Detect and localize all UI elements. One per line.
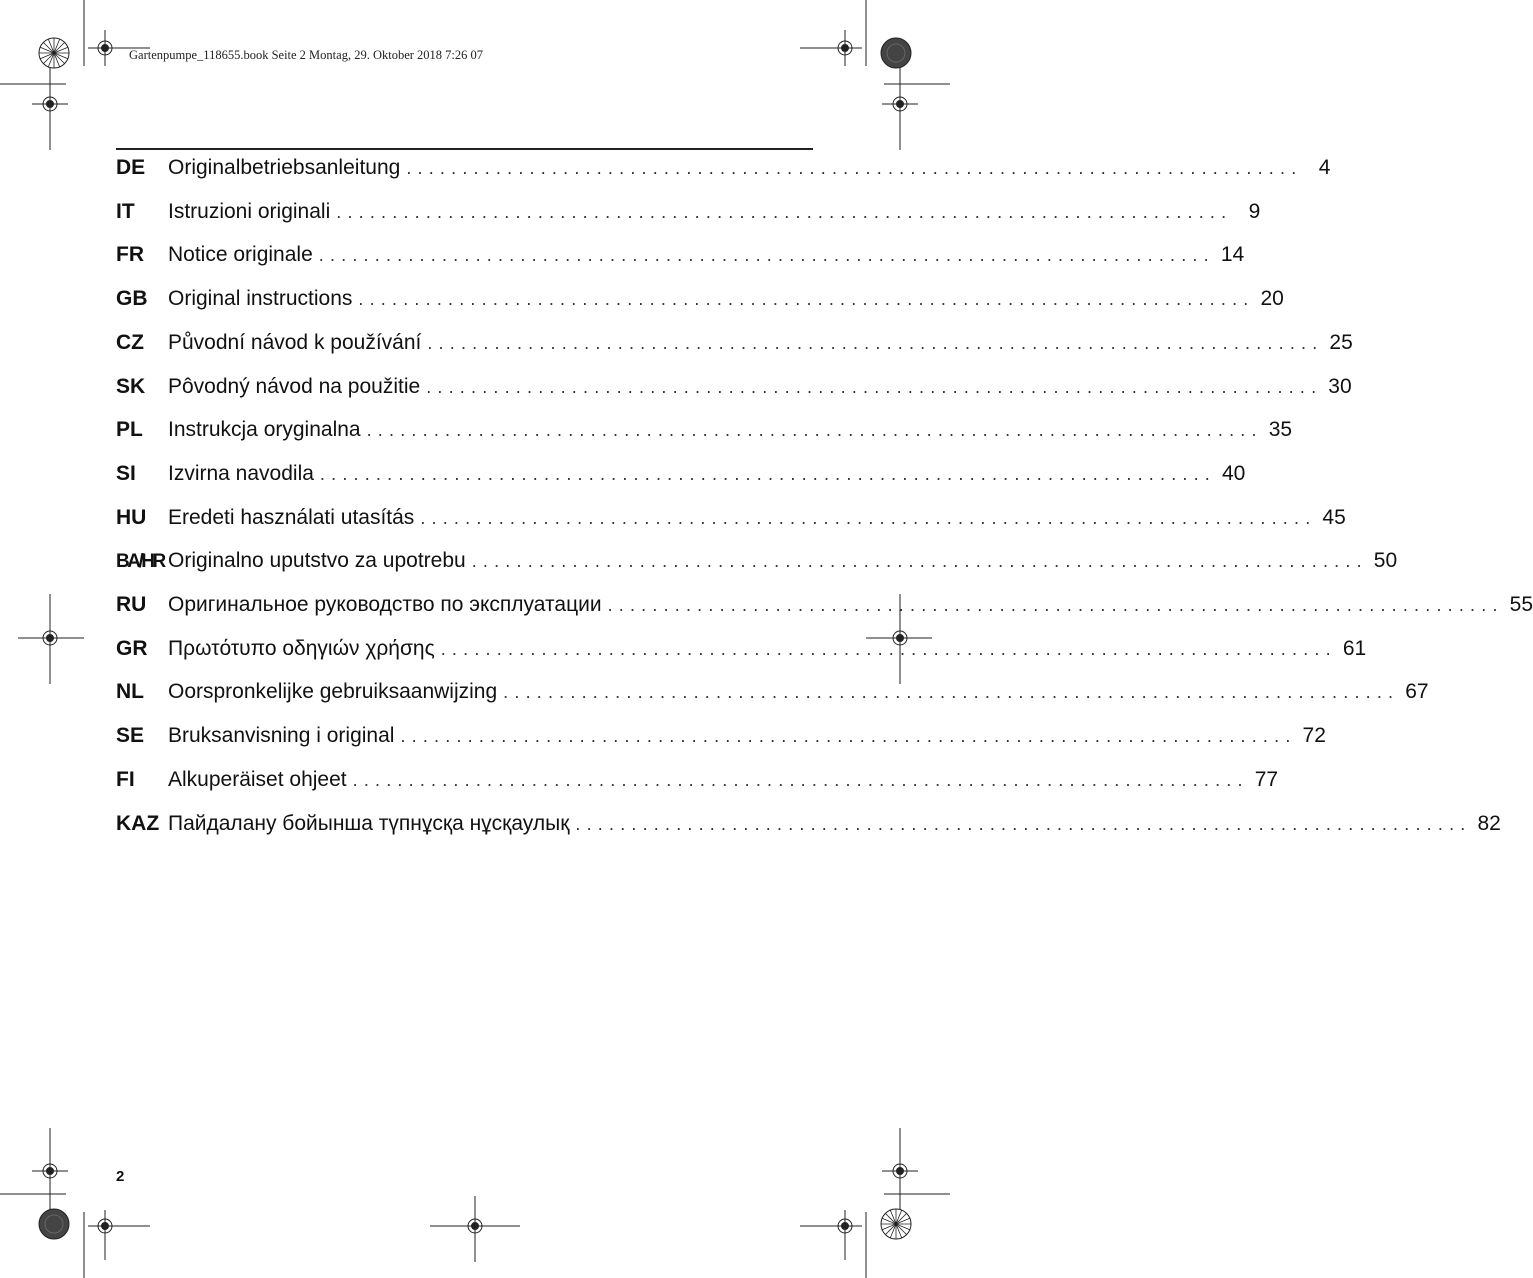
toc-dot-leader: ................................................................................ <box>336 201 1233 222</box>
toc-language-code: GB <box>116 287 148 311</box>
toc-page-number: 35 <box>1268 418 1293 442</box>
toc-dot-leader: ................................................................................ <box>503 682 1400 703</box>
print-header-slug: Gartenpumpe_118655.book Seite 2 Montag, 29. Oktober 2018 7:26 07 <box>129 48 484 62</box>
toc-page-number: 4 <box>1318 156 1331 179</box>
toc-page-number: 25 <box>1329 330 1353 354</box>
toc-dot-leader: ................................................................................ <box>575 813 1472 834</box>
toc-title: Originalbetriebsanleitung <box>168 156 401 179</box>
toc-entry <box>116 549 1398 579</box>
toc-dot-leader: ................................................................................ <box>319 463 1216 484</box>
toc-language-code: FI <box>116 767 135 791</box>
toc-dot-leader: ................................................................................ <box>427 332 1324 353</box>
toc-entry <box>116 287 1284 317</box>
top-rule <box>116 148 813 150</box>
toc-language-code: DE <box>116 156 146 179</box>
toc-language-code: CZ <box>116 330 144 354</box>
toc-dot-leader: ................................................................................ <box>607 595 1504 615</box>
starburst-target-top-left <box>39 38 69 68</box>
toc-language-code: GR <box>116 636 148 660</box>
toc-entry <box>116 461 1246 492</box>
toc-language-code: SK <box>116 374 146 398</box>
toc-language-code: RU <box>116 593 147 616</box>
toc-language-code: KAZ <box>116 811 160 835</box>
toc-language-code: FR <box>116 243 144 267</box>
toc-page-number: 14 <box>1220 243 1245 267</box>
toc-language-code: HU <box>116 505 147 529</box>
toc-entry <box>116 505 1346 536</box>
toc-language-code: PL <box>116 418 143 442</box>
toc-entry <box>116 156 1331 186</box>
toc-title: Пайдалану бойынша түпнұсқа нұсқаулық <box>168 811 570 835</box>
toc-entry <box>116 418 1293 448</box>
toc-page-number: 77 <box>1254 767 1279 791</box>
toc-entry <box>116 636 1367 667</box>
toc-title: Originalno uputstvo za upotrebu <box>168 549 466 573</box>
toc-title: Original instructions <box>168 287 353 311</box>
toc-language-code: BA/HR <box>116 551 164 573</box>
toc-page-number: 50 <box>1373 549 1398 573</box>
toc-title: Bruksanvisning i original <box>168 724 395 748</box>
toc-entry <box>116 330 1353 361</box>
toc-dot-leader: ................................................................................ <box>352 769 1249 790</box>
toc-language-code: NL <box>116 680 144 704</box>
toc-language-code: IT <box>116 199 135 223</box>
toc-page-number: 61 <box>1342 636 1367 660</box>
dark-target-bottom-left <box>39 1209 69 1239</box>
toc-title: Izvirna navodila <box>168 461 314 485</box>
toc-entry <box>116 767 1279 798</box>
toc-dot-leader: ................................................................................ <box>420 507 1317 528</box>
toc-entry <box>116 199 1261 230</box>
toc-dot-leader: ................................................................................ <box>440 638 1337 659</box>
toc-page-number: 45 <box>1322 505 1346 529</box>
toc-page-number: 55 <box>1509 593 1533 616</box>
toc-title: Instrukcja oryginalna <box>168 418 361 442</box>
toc-page-number: 30 <box>1328 374 1352 398</box>
toc-page-number: 40 <box>1222 461 1246 485</box>
toc-title: Eredeti használati utasítás <box>168 505 415 529</box>
toc-language-code: SI <box>116 461 136 485</box>
toc-title: Istruzioni originali <box>168 199 331 223</box>
toc-page-number: 72 <box>1302 724 1326 748</box>
toc-title: Πρωτότυπο οδηγιών χρήσης <box>168 636 435 660</box>
toc-title: Pôvodný návod na použitie <box>168 374 421 398</box>
toc-dot-leader: ................................................................................ <box>400 726 1297 747</box>
toc-dot-leader: ................................................................................ <box>471 551 1368 572</box>
toc-dot-leader: ................................................................................ <box>366 420 1263 441</box>
toc-page-number: 67 <box>1405 680 1429 704</box>
toc-title: Notice originale <box>168 243 313 267</box>
toc-page-number: 9 <box>1248 199 1261 223</box>
toc-entry <box>116 243 1245 273</box>
dark-target-top-right <box>881 38 911 68</box>
toc-title: Alkuperäiset ohjeet <box>168 767 347 791</box>
toc-language-code: SE <box>116 724 145 748</box>
toc-entry <box>116 811 1501 842</box>
toc-entry <box>116 680 1429 710</box>
toc-entry <box>116 593 1533 623</box>
toc-entry <box>116 724 1326 754</box>
toc-dot-leader: ................................................................................ <box>426 376 1323 397</box>
toc-page-number: 20 <box>1260 287 1284 311</box>
toc-dot-leader: ................................................................................ <box>406 158 1303 178</box>
page-number: 2 <box>116 1168 125 1185</box>
starburst-target-bottom-right <box>881 1209 911 1239</box>
toc-title: Oorspronkelijke gebruiksaanwijzing <box>168 680 498 704</box>
toc-page-number: 82 <box>1477 811 1501 835</box>
toc-title: Оригинальное руководство по эксплуатации <box>168 593 602 616</box>
toc-dot-leader: ................................................................................ <box>358 289 1255 310</box>
toc-entry <box>116 374 1352 405</box>
toc-dot-leader: ................................................................................ <box>318 245 1215 266</box>
toc-title: Původní návod k používání <box>168 330 422 354</box>
